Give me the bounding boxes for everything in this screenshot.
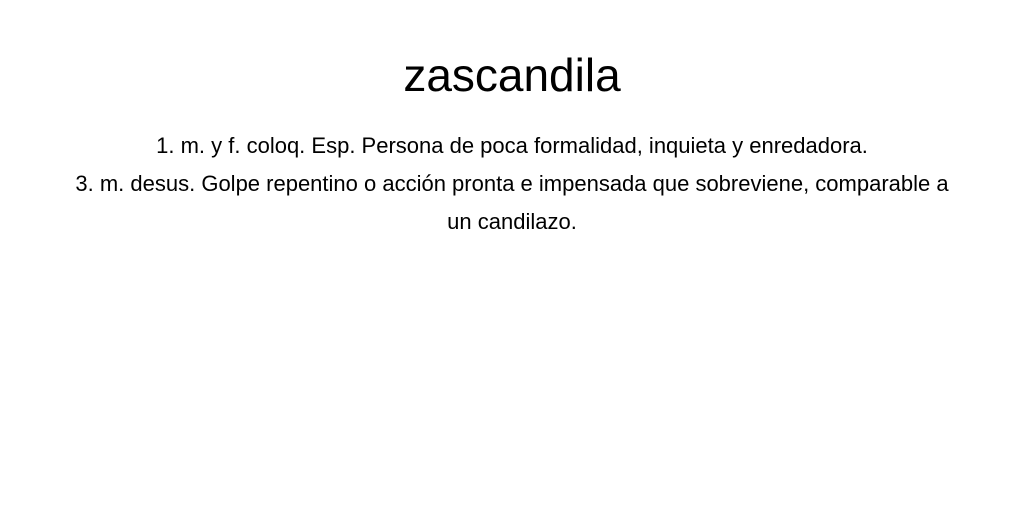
definitions-block [62,127,962,241]
entry-term: zascandila [403,49,621,101]
definition-3: 3. m. desus. Golpe repentino o acción pronta e impensada que sobreviene, comparable a un candilazo. [75,171,949,234]
definition-1: 1. m. y f. coloq. Esp. Persona de poca formalidad, inquieta y enredadora. [156,133,868,158]
